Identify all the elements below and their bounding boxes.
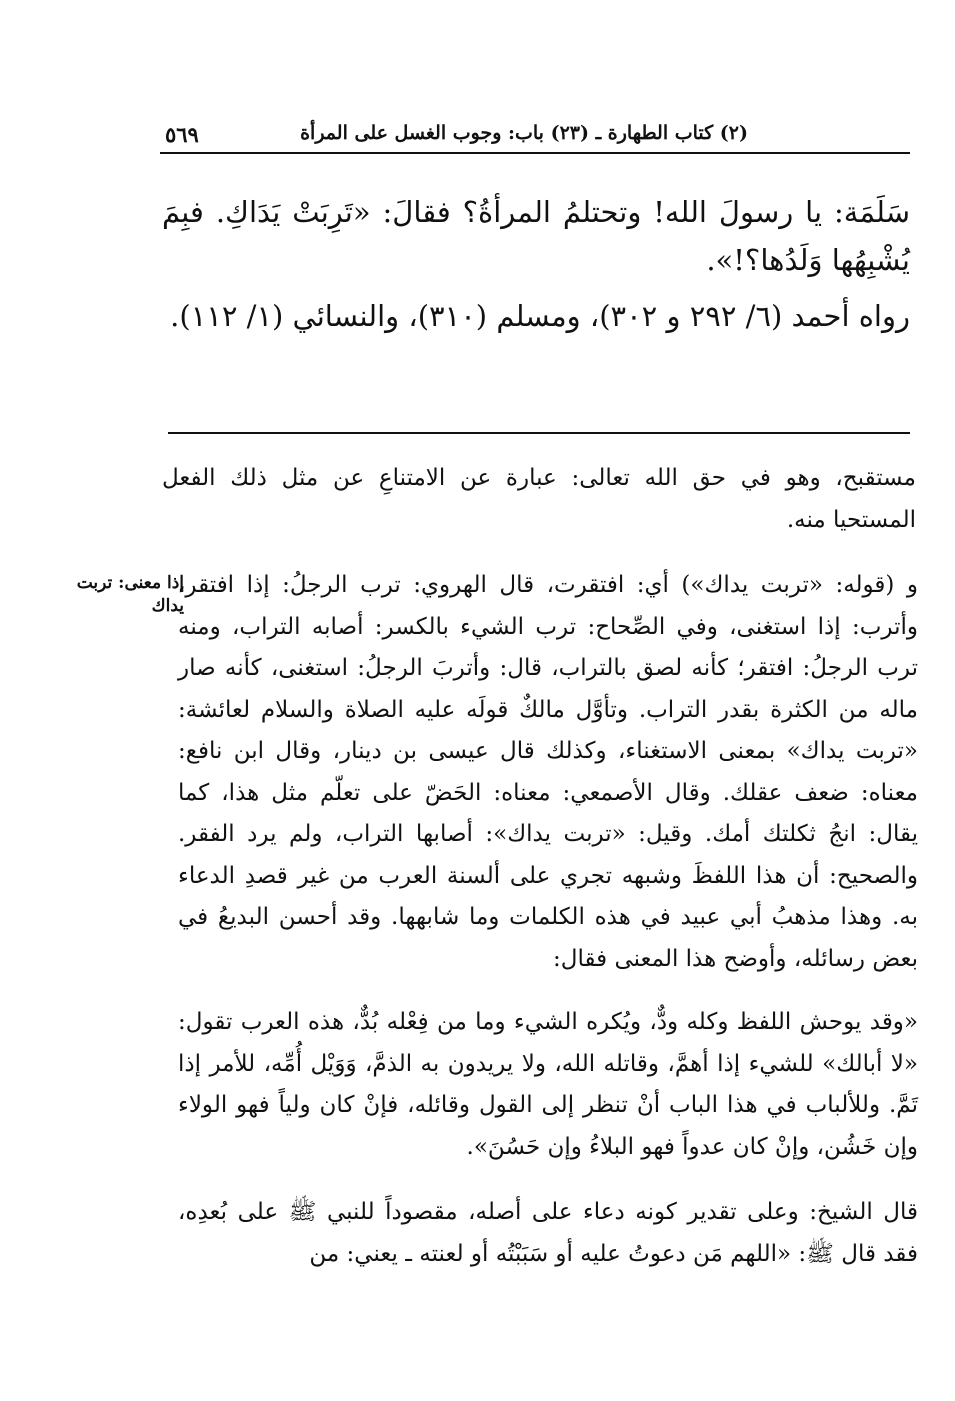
hadith-paragraph: سَلَمَة: يا رسولَ الله! وتحتلمُ المرأةُ؟ فقالَ: «تَرِبَتْ يَدَاكِ. فبِمَ يُشْبِهُها وَلَدُها؟!». — [162, 195, 910, 277]
footnote-rule — [168, 432, 910, 434]
running-title: (٢) كتاب الطهارة ـ (٢٣) باب: وجوب الغسل على المرأة — [300, 122, 748, 144]
citation-paragraph: رواه أحمد (٦/ ٢٩٢ و ٣٠٢)، ومسلم (٣١٠)، والنسائي (١/ ١١٢). — [170, 299, 910, 333]
page-number: ٥٦٩ — [165, 122, 199, 147]
commentary-paragraph-4 — [178, 1192, 918, 1275]
commentary-text-3: «وقد يوحش اللفظ وكله ودٌّ، ويُكره الشيء وما من فِعْله بُدٌّ، هذه العرب تقول: «لا أبالك» للشيء إذا أهمَّ، وقاتله الله، ولا يريدون به الذمَّ، وَوَيْل أُمِّه، للأمر إذا تَمَّ. وللألباب في هذا الباب أنْ تنظر إلى القول وقائله، فإنْ كان ولياً فهو الولاء وإن خَشُن، وإنْ كان عدواً فهو البلاءُ وإن حَسُنَ». — [178, 1009, 918, 1160]
commentary-paragraph-1 — [162, 458, 916, 541]
commentary-quote — [178, 1002, 918, 1168]
margin-gloss: إذا معنى: تربت يداك — [76, 573, 184, 616]
page-header — [160, 118, 910, 152]
commentary-paragraph-2 — [178, 565, 918, 980]
hadith-citation — [162, 292, 910, 340]
hadith-text — [162, 188, 910, 284]
header-rule — [160, 152, 910, 154]
commentary-text-1: مستقبح، وهو في حق الله تعالى: عبارة عن الامتناعِ عن مثل ذلك الفعل المستحيا منه. — [162, 465, 916, 533]
commentary-text-2: و (قوله: «تربت يداك») أي: افتقرت، قال الهروي: ترب الرجلُ: إذا افتقر، وأترب: إذا استغنى، وفي الصِّحاح: ترب الشيء بالكسر: أصابه التراب، ومنه ترب الرجلُ: افتقر؛ كأنه لصق بالتراب، قال: وأتربَ الرجلُ: استغنى، كأنه صار ماله من الكثرة بقدر التراب. وتأوَّل مالكٌ قولَه عليه الصلاة والسلام لعائشة: «تربت يداك» بمعنى الاستغناء، وكذلك قال عيسى بن دينار، وقال ابن نافع: معناه: ضعف عقلك. وقال الأصمعي: معناه: الحَضّ على تعلّم مثل هذا، كما يقال: انجُ ثكلتك أمك. وقيل: «تربت يداك»: أصابها التراب، ولم يرد الفقر. والصحيح: أن هذا اللفظَ وشبهه تجري على ألسنة العرب من غير قصدِ الدعاء به. وهذا مذهبُ أبي عبيد في هذه الكلمات وما شابهها. وقد أحسن البديعُ في بعض رسائله، وأوضح هذا المعنى فقال: — [178, 572, 918, 972]
commentary-text-4: قال الشيخ: وعلى تقدير كونه دعاء على أصله، مقصوداً للنبي ﷺ على بُعدِه، فقد قال ﷺ: «اللهم مَن دعوتُ عليه أو سَبَبْتُه أو لعنته ـ يعني: من — [178, 1199, 918, 1267]
